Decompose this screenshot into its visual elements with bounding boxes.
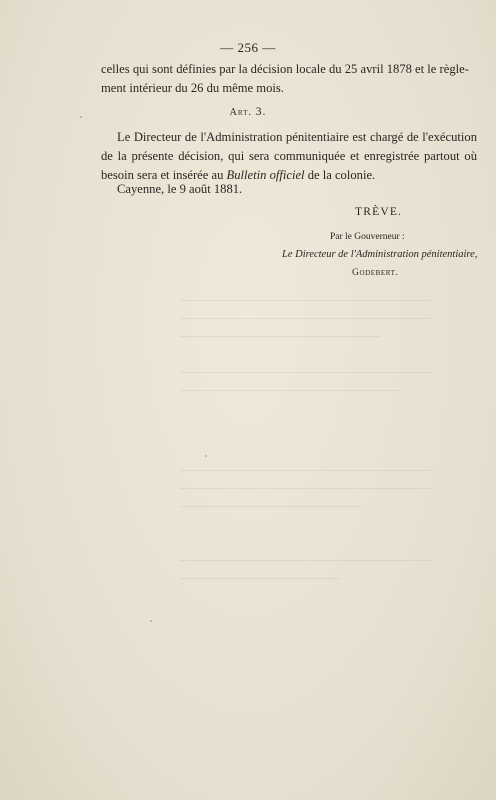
bleed-through-line — [180, 390, 400, 391]
bulletin-title: Bulletin officiel — [226, 168, 305, 182]
article-text-end: de la colonie. — [304, 168, 376, 182]
paper-speck — [205, 455, 207, 457]
bleed-through-line — [180, 560, 430, 561]
signature-name: TRÈVE. — [355, 206, 403, 218]
article-label: Art. — [229, 107, 252, 118]
paper-speck — [80, 116, 82, 118]
signature-par-gouverneur: Par le Gouverneur : — [330, 232, 405, 242]
bleed-through-line — [180, 578, 340, 579]
paragraph-continuation — [101, 60, 477, 98]
date-line: Cayenne, le 9 août 1881. — [117, 182, 243, 196]
bleed-through-line — [180, 488, 430, 489]
paragraph-line: celles qui sont définies par la décision locale du 25 avril 1878 et le règle- — [101, 62, 469, 76]
article-number: 3. — [255, 106, 267, 118]
bleed-through-line — [180, 470, 430, 471]
bleed-through-line — [180, 372, 430, 373]
page-number: — 256 — — [220, 40, 276, 55]
signature-director-title: Le Directeur de l'Administration pénitentiaire, — [282, 249, 478, 260]
paragraph-line: ment intérieur du 26 du même mois. — [101, 81, 284, 95]
article-heading — [0, 106, 496, 118]
signature-signer: Godebert. — [352, 268, 399, 278]
article-paragraph — [101, 128, 477, 185]
bleed-through-line — [180, 506, 360, 507]
bleed-through-line — [180, 318, 430, 319]
paper-speck — [150, 620, 152, 622]
bleed-through-line — [180, 300, 430, 301]
bleed-through-line — [180, 336, 380, 337]
article-text: Le Directeur de l'Administration pénitentiaire est chargé de l'exécution de la présente décision, qui sera communiquée et enregistrée partout où besoin sera et insérée au — [101, 130, 477, 182]
